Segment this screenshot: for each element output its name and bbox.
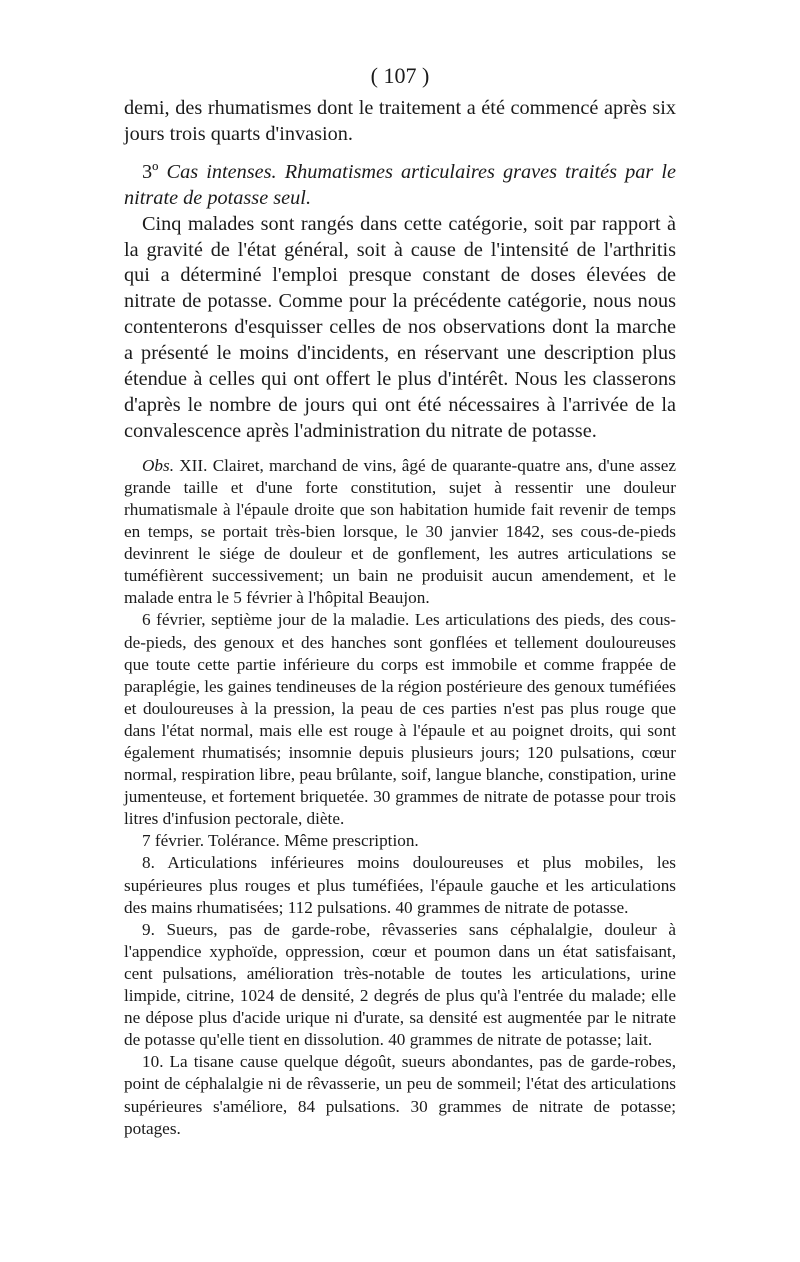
intro-paragraph: Cinq malades sont rangés dans cette catégorie, soit par rapport à la gravité de l'état général, soit à cause de l'intensité de l'arthritis qui a déterminé l'emploi presque constant de doses élevées de nitrate de potasse. Comme pour la précédente catégorie, nous nous contenterons d'esquisser celles de nos observations dont la marche a présenté le moins d'incidents, en réservant une description plus étendue à celles qui ont offert le plus d'intérêt. Nous les classerons d'après le nombre de jours qui ont été nécessaires à l'arrivée de la convalescence après l'administration du nitrate de potasse.: [124, 212, 676, 442]
observation-block: [124, 455, 676, 1140]
observation-label: Obs.: [142, 455, 174, 475]
section-number: 3º: [142, 160, 167, 183]
observation-entry: 7 février. Tolérance. Même prescription.: [142, 831, 419, 851]
section-title: Cas intenses. Rhumatismes articulaires graves traités par le nitrate de potasse seul.: [124, 160, 677, 209]
observation-entry: 6 février, septième jour de la maladie. Les articulations des pieds, des cous-de-pieds, des genoux et des hanches sont gonflées et tellement douloureuses que toute cette partie inférieure du corps est immobile et comme frappée de paraplégie, les gaines tendineuses de la région postérieure des genoux tuméfiées et douloureuses à la pression, la peau de ces parties n'est pas plus rouge que dans l'état normal, mais elle est rouge à l'épaule et au poignet droits, qui sont également rhumatisés; insomnie depuis plusieurs jours; 120 pulsations, cœur normal, respiration libre, peau brûlante, soif, langue blanche, constipation, urine jumenteuse, et fortement briquetée. 30 grammes de nitrate de potasse pour trois litres d'infusion pectorale, diète.: [124, 610, 676, 829]
page-number: ( 107 ): [370, 63, 430, 88]
main-text: [124, 96, 676, 445]
continuation-paragraph: demi, des rhumatismes dont le traitement a été commencé après six jours trois quarts d'invasion.: [124, 97, 676, 145]
observation-entry: 10. La tisane cause quelque dégoût, sueurs abondantes, pas de garde-robes, point de céphalalgie ni de rêvasserie, un peu de sommeil; l'état des articulations supérieures s'améliore, 84 pulsations. 30 grammes de nitrate de potasse; potages.: [124, 1052, 676, 1138]
text-column: [124, 62, 676, 1140]
observation-header: [124, 455, 676, 610]
observation-entry: 8. Articulations inférieures moins douloureuses et plus mobiles, les supérieures plus rouges et plus tuméfiées, l'épaule gauche et les articulations des mains rhumatisées; 112 pulsations. 40 grammes de nitrate de potasse.: [124, 853, 676, 917]
observation-entry: 9. Sueurs, pas de garde-robe, rêvasseries sans céphalalgie, douleur à l'appendice xyphoïde, oppression, cœur et poumon dans un état satisfaisant, cent pulsations, amélioration très-notable de toutes les articulations, urine limpide, citrine, 1024 de densité, 2 degrés de plus qu'à l'entrée du malade; elle ne dépose plus d'acide urique ni d'urate, sa densité est augmentée par le nitrate de potasse qu'elle tient en dissolution. 40 grammes de nitrate de potasse; lait.: [124, 919, 676, 1050]
observation-text: XII. Clairet, marchand de vins, âgé de quarante-quatre ans, d'une assez grande taille et d'une forte constitution, sujet à ressentir une douleur rhumatismale à l'épaule droite que son habitation humide fait revenir de temps en temps, se portait très-bien lorsque, le 30 janvier 1842, ses cous-de-pieds devinrent le siége de douleur et de gonflement, les autres articulations se tuméfièrent successivement; un bain ne produisit aucun amendement, et le malade entra le 5 février à l'hôpital Beaujon.: [124, 455, 676, 608]
section-heading: [124, 160, 676, 212]
